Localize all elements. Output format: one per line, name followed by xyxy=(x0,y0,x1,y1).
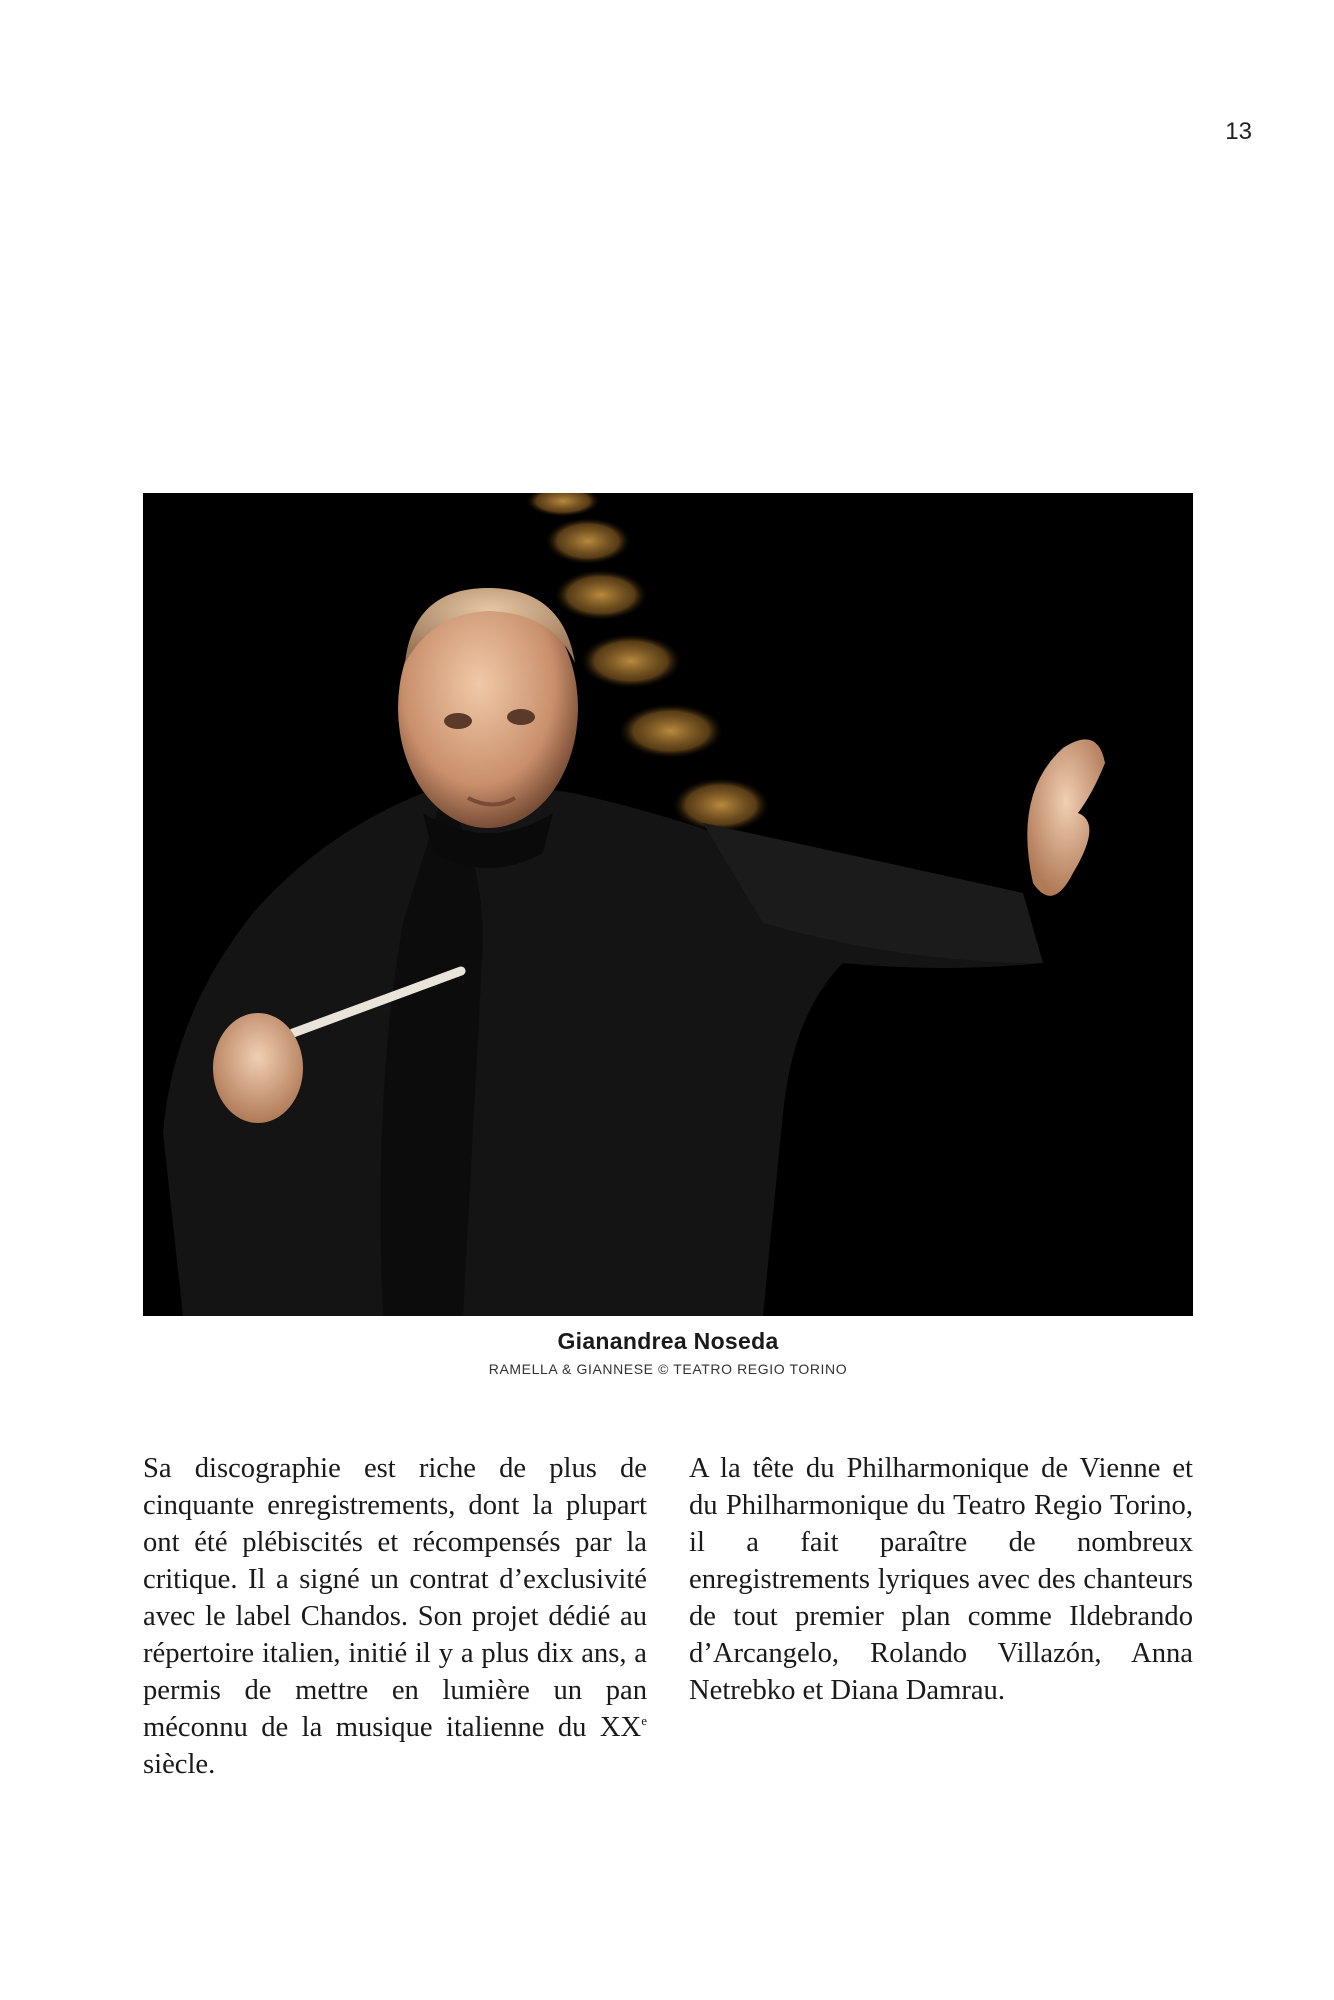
century-numeral: XX xyxy=(599,1712,642,1743)
conductor-illustration xyxy=(143,493,1193,1316)
left-column-text: Sa discographie est riche de plus de cinquante enregistrements, dont la plupart ont été plébiscités et récompensés par la critique. Il a signé un contrat d’exclusivité avec le label Chandos. Son projet dédié au répertoire italien, initié il y a plus dix ans, a permis de mettre en lumière un pan méconnu de la musique italienne du xyxy=(143,1453,647,1743)
right-column-text: A la tête du Philharmonique de Vienne et du Philharmonique du Teatro Regio Torino, il a fait paraître de nombreux enregistrements lyriques avec des chanteurs de tout premier plan comme Ildebrando d’Arcangelo, Rolando Villazón, Anna Netrebko et Diana Damrau. xyxy=(689,1453,1193,1706)
caption-credit: RAMELLA & GIANNESE © TEATRO REGIO TORINO xyxy=(488,1361,848,1377)
body-text xyxy=(143,1450,1193,1783)
century-superscript: e xyxy=(641,1713,647,1728)
right-column xyxy=(689,1450,1193,1783)
conductor-photo xyxy=(143,493,1193,1316)
left-column-tail: siècle. xyxy=(143,1749,216,1780)
page-number: 13 xyxy=(1225,118,1252,145)
caption-title: Gianandrea Noseda xyxy=(557,1328,779,1354)
photo-caption xyxy=(143,1328,1193,1377)
left-column xyxy=(143,1450,647,1783)
